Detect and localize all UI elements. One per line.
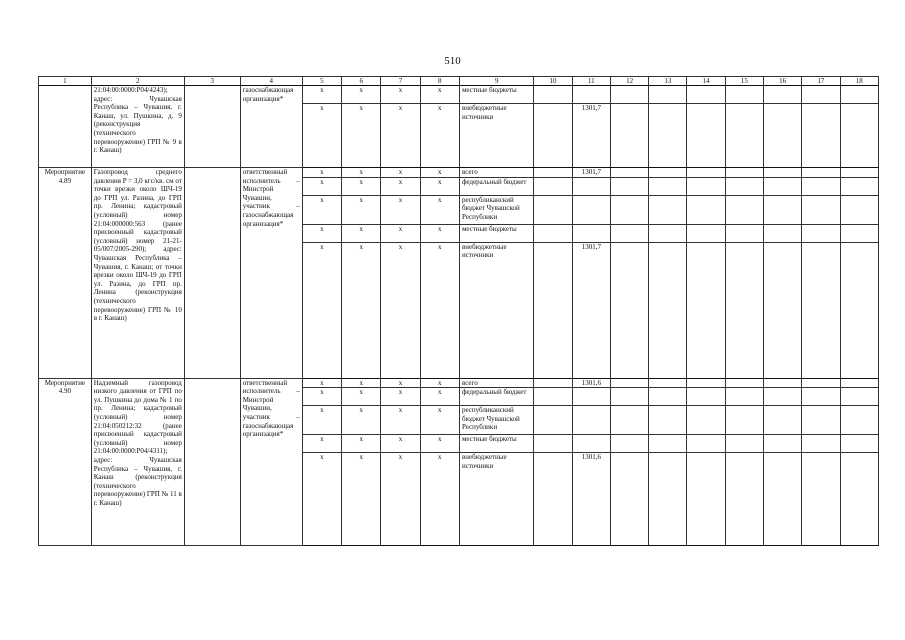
code-cell: x (342, 104, 381, 168)
amount-cell: 1301,6 (572, 453, 610, 546)
funding-source-cell: внебюджетные источники (459, 104, 533, 168)
header-cell: 18 (840, 77, 878, 86)
empty-cell (840, 378, 878, 388)
empty-cell (184, 86, 240, 168)
code-cell: x (302, 435, 341, 453)
funding-source-cell: федеральный бюджет (459, 177, 533, 195)
code-cell: x (381, 242, 420, 378)
table-row (39, 378, 879, 388)
empty-cell (764, 168, 802, 178)
table-body (39, 86, 879, 546)
amount-cell (572, 195, 610, 224)
empty-cell (610, 242, 648, 378)
empty-cell (802, 453, 840, 546)
header-cell: 3 (184, 77, 240, 86)
empty-cell (687, 177, 725, 195)
empty-cell (725, 378, 763, 388)
empty-cell (840, 388, 878, 406)
empty-cell (840, 224, 878, 242)
empty-cell (725, 242, 763, 378)
object-cell: Надземный газопровод низкого давления от ГРП по ул. Пушкина до дома № 1 по пр. Ленина; кадастровый (условный) номер 21:04:050212:32 (ранее присвоенный кадастровый (условный) номер 21:04:00:0000:P04/4311); адрес: Чувашская Республика – Чувашия, г. Канаш (реконструкция (технического перевооружение) ГРП № 11 в г. Канаш) (91, 378, 184, 546)
amount-cell (572, 406, 610, 435)
header-cell: 2 (91, 77, 184, 86)
code-cell: x (302, 242, 341, 378)
empty-cell (610, 406, 648, 435)
code-cell: x (342, 435, 381, 453)
empty-cell (610, 104, 648, 168)
empty-cell (764, 104, 802, 168)
empty-cell (649, 242, 687, 378)
empty-cell (610, 224, 648, 242)
empty-cell (802, 168, 840, 178)
amount-cell: 1301,6 (572, 378, 610, 388)
empty-cell (649, 104, 687, 168)
funding-source-cell: местные бюджеты (459, 224, 533, 242)
empty-cell (840, 86, 878, 104)
empty-cell (840, 104, 878, 168)
funding-source-cell: местные бюджеты (459, 435, 533, 453)
measure-name-cell (39, 86, 92, 168)
empty-cell (610, 177, 648, 195)
empty-cell (184, 168, 240, 379)
object-cell: Газопровод среднего давления P = 3,0 кгс/кв. см от точки врезки около ШЧ-19 до ГРП ул. Разина, до ГРП пр. Ленина; кадастровый (условный) номер 21:04:000000:563 (ранее присвоенный кадастровый (условный) номер 21-21-05/007/2005-290); адрес: Чувашская Республика – Чувашия, г. Канаш; от точки врезки около ШЧ-19 до ГРП ул. Разина, до ГРП пр. Ленина (реконструкция (технического перевооружение) ГРП № 10 в г. Канаш) (91, 168, 184, 379)
code-cell: x (381, 224, 420, 242)
header-cell: 8 (420, 77, 459, 86)
header-cell: 15 (725, 77, 763, 86)
empty-cell (764, 195, 802, 224)
code-cell: x (342, 388, 381, 406)
code-cell: x (302, 406, 341, 435)
header-cell: 14 (687, 77, 725, 86)
measure-name-cell: Мероприятие 4.90 (39, 378, 92, 546)
empty-cell (534, 168, 572, 178)
empty-cell (649, 435, 687, 453)
empty-cell (649, 378, 687, 388)
empty-cell (649, 224, 687, 242)
header-cell: 16 (764, 77, 802, 86)
header-cell: 13 (649, 77, 687, 86)
object-cell: 21:04:00:0000:P04/4243); адрес: Чувашская Республика – Чувашия, г. Канаш, ул. Пушкина, д. 9 (реконструкция (технического перевооружение) ГРП № 9 в г. Канаш) (91, 86, 184, 168)
code-cell: x (420, 104, 459, 168)
empty-cell (687, 406, 725, 435)
code-cell: x (342, 242, 381, 378)
executor-cell: ответственный исполнитель – Минстрой Чувашии, участник – газоснабжающая организация* (240, 168, 302, 379)
empty-cell (802, 242, 840, 378)
empty-cell (840, 177, 878, 195)
empty-cell (802, 104, 840, 168)
amount-cell (572, 388, 610, 406)
empty-cell (610, 435, 648, 453)
code-cell: x (342, 378, 381, 388)
header-cell: 17 (802, 77, 840, 86)
code-cell: x (302, 195, 341, 224)
code-cell: x (420, 86, 459, 104)
code-cell: x (420, 406, 459, 435)
code-cell: x (420, 177, 459, 195)
empty-cell (764, 242, 802, 378)
code-cell: x (302, 177, 341, 195)
empty-cell (725, 104, 763, 168)
code-cell: x (381, 177, 420, 195)
empty-cell (687, 453, 725, 546)
table-row (39, 86, 879, 104)
empty-cell (840, 453, 878, 546)
header-row (39, 77, 879, 86)
page-number: 510 (444, 55, 461, 67)
amount-cell (572, 177, 610, 195)
empty-cell (802, 177, 840, 195)
empty-cell (687, 86, 725, 104)
empty-cell (649, 406, 687, 435)
empty-cell (802, 406, 840, 435)
code-cell: x (302, 168, 341, 178)
empty-cell (687, 378, 725, 388)
code-cell: x (302, 224, 341, 242)
code-cell: x (302, 86, 341, 104)
empty-cell (840, 242, 878, 378)
code-cell: x (342, 177, 381, 195)
code-cell: x (381, 104, 420, 168)
empty-cell (534, 453, 572, 546)
empty-cell (764, 177, 802, 195)
code-cell: x (381, 378, 420, 388)
empty-cell (649, 86, 687, 104)
empty-cell (764, 224, 802, 242)
code-cell: x (381, 168, 420, 178)
empty-cell (610, 168, 648, 178)
empty-cell (764, 86, 802, 104)
header-cell: 1 (39, 77, 92, 86)
empty-cell (687, 388, 725, 406)
empty-cell (840, 168, 878, 178)
empty-cell (649, 168, 687, 178)
code-cell: x (302, 378, 341, 388)
empty-cell (649, 177, 687, 195)
empty-cell (764, 406, 802, 435)
amount-cell: 1301,7 (572, 242, 610, 378)
code-cell: x (342, 406, 381, 435)
empty-cell (534, 242, 572, 378)
empty-cell (725, 388, 763, 406)
empty-cell (764, 378, 802, 388)
empty-cell (725, 195, 763, 224)
empty-cell (764, 388, 802, 406)
empty-cell (610, 195, 648, 224)
empty-cell (184, 378, 240, 546)
header-cell: 10 (534, 77, 572, 86)
header-cell: 5 (302, 77, 341, 86)
empty-cell (534, 86, 572, 104)
executor-cell: газоснабжающая организация* (240, 86, 302, 168)
empty-cell (840, 406, 878, 435)
empty-cell (687, 195, 725, 224)
code-cell: x (302, 104, 341, 168)
funding-source-cell: внебюджетные источники (459, 453, 533, 546)
code-cell: x (342, 453, 381, 546)
empty-cell (610, 388, 648, 406)
code-cell: x (342, 168, 381, 178)
empty-cell (687, 224, 725, 242)
header-cell: 12 (610, 77, 648, 86)
code-cell: x (342, 86, 381, 104)
empty-cell (764, 453, 802, 546)
empty-cell (687, 242, 725, 378)
code-cell: x (342, 224, 381, 242)
header-cell: 11 (572, 77, 610, 86)
empty-cell (649, 388, 687, 406)
executor-cell: ответственный исполнитель – Минстрой Чувашии, участник – газоснабжающая организация* (240, 378, 302, 546)
empty-cell (725, 224, 763, 242)
code-cell: x (302, 388, 341, 406)
code-cell: x (381, 86, 420, 104)
code-cell: x (302, 453, 341, 546)
funding-source-cell: республиканский бюджет Чувашской Республики (459, 406, 533, 435)
empty-cell (802, 86, 840, 104)
code-cell: x (420, 195, 459, 224)
code-cell: x (381, 435, 420, 453)
empty-cell (725, 406, 763, 435)
amount-cell: 1301,7 (572, 104, 610, 168)
table-row (39, 168, 879, 178)
empty-cell (534, 104, 572, 168)
code-cell: x (420, 435, 459, 453)
code-cell: x (420, 378, 459, 388)
empty-cell (534, 406, 572, 435)
empty-cell (534, 388, 572, 406)
measure-name-cell: Мероприятие 4.89 (39, 168, 92, 379)
funding-source-cell: республиканский бюджет Чувашской Республики (459, 195, 533, 224)
code-cell: x (381, 195, 420, 224)
empty-cell (534, 435, 572, 453)
empty-cell (725, 168, 763, 178)
header-cell: 6 (342, 77, 381, 86)
amount-cell (572, 86, 610, 104)
empty-cell (802, 435, 840, 453)
empty-cell (840, 195, 878, 224)
empty-cell (649, 453, 687, 546)
empty-cell (802, 224, 840, 242)
empty-cell (802, 378, 840, 388)
empty-cell (610, 453, 648, 546)
empty-cell (802, 388, 840, 406)
funding-source-cell: всего (459, 378, 533, 388)
header-cell: 9 (459, 77, 533, 86)
empty-cell (725, 86, 763, 104)
empty-cell (534, 378, 572, 388)
code-cell: x (420, 168, 459, 178)
empty-cell (534, 224, 572, 242)
amount-cell (572, 435, 610, 453)
empty-cell (687, 435, 725, 453)
empty-cell (802, 195, 840, 224)
code-cell: x (420, 242, 459, 378)
code-cell: x (420, 388, 459, 406)
empty-cell (725, 453, 763, 546)
empty-cell (610, 378, 648, 388)
code-cell: x (420, 224, 459, 242)
amount-cell: 1301,7 (572, 168, 610, 178)
empty-cell (534, 177, 572, 195)
code-cell: x (381, 453, 420, 546)
funding-source-cell: всего (459, 168, 533, 178)
funding-source-cell: местные бюджеты (459, 86, 533, 104)
empty-cell (840, 435, 878, 453)
empty-cell (534, 195, 572, 224)
empty-cell (649, 195, 687, 224)
funding-source-cell: федеральный бюджет (459, 388, 533, 406)
code-cell: x (342, 195, 381, 224)
empty-cell (610, 86, 648, 104)
empty-cell (725, 435, 763, 453)
empty-cell (687, 168, 725, 178)
program-table (38, 76, 879, 546)
code-cell: x (381, 406, 420, 435)
code-cell: x (420, 453, 459, 546)
funding-source-cell: внебюджетные источники (459, 242, 533, 378)
empty-cell (725, 177, 763, 195)
code-cell: x (381, 388, 420, 406)
header-cell: 7 (381, 77, 420, 86)
header-cell: 4 (240, 77, 302, 86)
empty-cell (764, 435, 802, 453)
empty-cell (687, 104, 725, 168)
amount-cell (572, 224, 610, 242)
